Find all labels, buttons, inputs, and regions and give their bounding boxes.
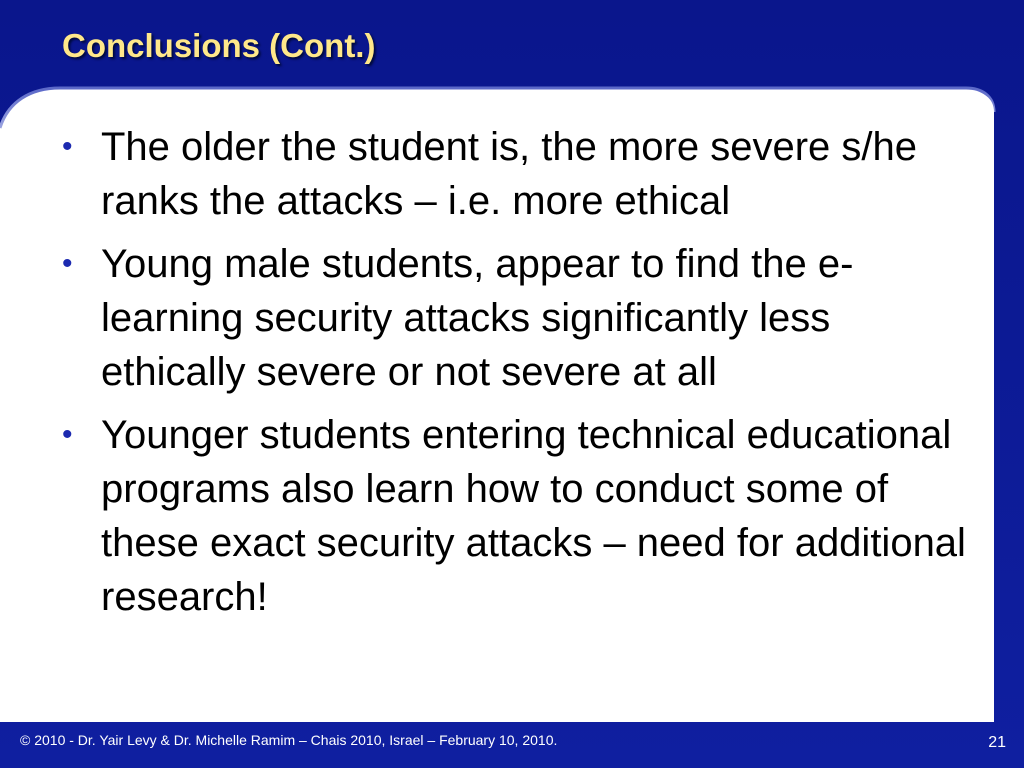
bullet-item xyxy=(58,237,978,399)
bullet-icon: • xyxy=(62,130,73,163)
page-number: 21 xyxy=(988,734,1006,751)
bullet-list xyxy=(58,120,978,633)
bullet-item xyxy=(58,120,978,228)
footer-copyright: © 2010 - Dr. Yair Levy & Dr. Michelle Ramim – Chais 2010, Israel – February 10, 2010. xyxy=(20,732,558,748)
bullet-text: Young male students, appear to find the e-learning security attacks significantly less ethically severe or not severe at all xyxy=(101,242,854,394)
bullet-item xyxy=(58,408,978,624)
bullet-icon: • xyxy=(62,247,73,280)
bullet-text: The older the student is, the more severe s/he ranks the attacks – i.e. more ethical xyxy=(101,125,917,223)
bullet-icon: • xyxy=(62,418,73,451)
slide-title: Conclusions (Cont.) xyxy=(62,27,376,64)
bullet-text: Younger students entering technical educational programs also learn how to conduct some of these exact security attacks – need for additional research! xyxy=(101,413,966,619)
